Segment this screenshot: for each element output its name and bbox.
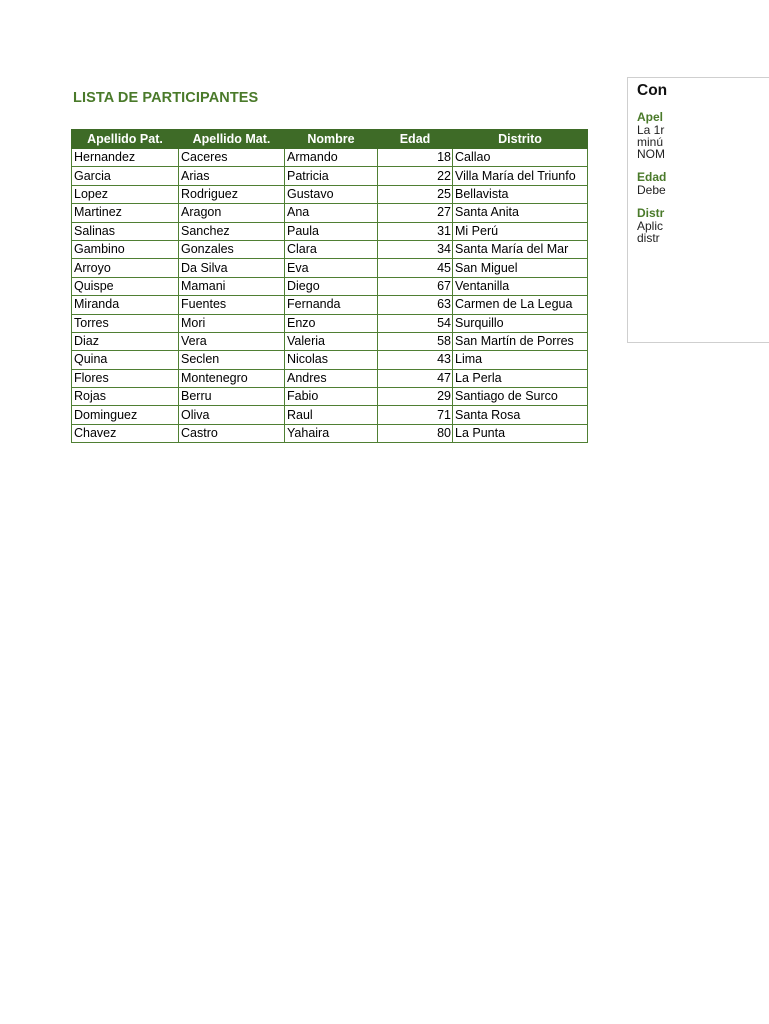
apellido-pat-cell[interactable]: Diaz <box>72 332 179 350</box>
table-row <box>72 388 588 406</box>
edad-cell[interactable]: 45 <box>378 259 453 277</box>
apellido-mat-cell[interactable]: Vera <box>179 332 285 350</box>
apellido-mat-cell[interactable]: Fuentes <box>179 296 285 314</box>
table-body <box>72 149 588 443</box>
table-row <box>72 406 588 424</box>
participants-table <box>71 129 588 443</box>
table-row <box>72 277 588 295</box>
apellido-pat-cell[interactable]: Gambino <box>72 240 179 258</box>
notes-section-label: Distr <box>637 206 665 220</box>
distrito-cell[interactable]: La Punta <box>453 424 588 442</box>
edad-cell[interactable]: 54 <box>378 314 453 332</box>
table-row <box>72 296 588 314</box>
edad-cell[interactable]: 29 <box>378 388 453 406</box>
distrito-cell[interactable]: Santa Anita <box>453 204 588 222</box>
distrito-cell[interactable]: Bellavista <box>453 185 588 203</box>
table-row <box>72 167 588 185</box>
apellido-mat-cell[interactable]: Sanchez <box>179 222 285 240</box>
table-row <box>72 204 588 222</box>
table-row <box>72 351 588 369</box>
apellido-pat-cell[interactable]: Salinas <box>72 222 179 240</box>
nombre-cell[interactable]: Enzo <box>285 314 378 332</box>
nombre-cell[interactable]: Fabio <box>285 388 378 406</box>
nombre-cell[interactable]: Clara <box>285 240 378 258</box>
distrito-cell[interactable]: La Perla <box>453 369 588 387</box>
table-row <box>72 259 588 277</box>
edad-cell[interactable]: 43 <box>378 351 453 369</box>
notes-section-line: distr <box>637 231 660 245</box>
apellido-mat-cell[interactable]: Rodriguez <box>179 185 285 203</box>
apellido-mat-cell[interactable]: Da Silva <box>179 259 285 277</box>
notes-section-line: minú <box>637 135 664 149</box>
notes-section-line: NOM <box>637 147 665 161</box>
apellido-pat-cell[interactable]: Quispe <box>72 277 179 295</box>
column-header-distrito[interactable]: Distrito <box>453 130 588 149</box>
table-row <box>72 332 588 350</box>
notes-section-line: Debe <box>637 183 666 197</box>
nombre-cell[interactable]: Raul <box>285 406 378 424</box>
apellido-pat-cell[interactable]: Torres <box>72 314 179 332</box>
distrito-cell[interactable]: Santa Rosa <box>453 406 588 424</box>
nombre-cell[interactable]: Ana <box>285 204 378 222</box>
apellido-pat-cell[interactable]: Garcia <box>72 167 179 185</box>
nombre-cell[interactable]: Armando <box>285 149 378 167</box>
nombre-cell[interactable]: Paula <box>285 222 378 240</box>
edad-cell[interactable]: 80 <box>378 424 453 442</box>
nombre-cell[interactable]: Fernanda <box>285 296 378 314</box>
table-row <box>72 369 588 387</box>
column-header-nombre[interactable]: Nombre <box>285 130 378 149</box>
column-header-edad[interactable]: Edad <box>378 130 453 149</box>
apellido-mat-cell[interactable]: Montenegro <box>179 369 285 387</box>
edad-cell[interactable]: 25 <box>378 185 453 203</box>
column-header-apellido-pat[interactable]: Apellido Pat. <box>72 130 179 149</box>
notes-section-line: Aplic <box>637 219 664 233</box>
edad-cell[interactable]: 71 <box>378 406 453 424</box>
apellido-mat-cell[interactable]: Aragon <box>179 204 285 222</box>
notes-heading: Con <box>637 82 668 99</box>
distrito-cell[interactable]: Carmen de La Legua <box>453 296 588 314</box>
apellido-pat-cell[interactable]: Dominguez <box>72 406 179 424</box>
notes-panel <box>627 77 769 343</box>
apellido-pat-cell[interactable]: Arroyo <box>72 259 179 277</box>
apellido-mat-cell[interactable]: Arias <box>179 167 285 185</box>
table-row <box>72 314 588 332</box>
table-header-row <box>72 130 588 149</box>
nombre-cell[interactable]: Eva <box>285 259 378 277</box>
edad-cell[interactable]: 27 <box>378 204 453 222</box>
nombre-cell[interactable]: Yahaira <box>285 424 378 442</box>
notes-section-line: La 1r <box>637 123 665 137</box>
edad-cell[interactable]: 18 <box>378 149 453 167</box>
table-row <box>72 185 588 203</box>
nombre-cell[interactable]: Patricia <box>285 167 378 185</box>
table-row <box>72 424 588 442</box>
edad-cell[interactable]: 58 <box>378 332 453 350</box>
apellido-mat-cell[interactable]: Mori <box>179 314 285 332</box>
table-row <box>72 222 588 240</box>
distrito-cell[interactable]: Ventanilla <box>453 277 588 295</box>
distrito-cell[interactable]: Mi Perú <box>453 222 588 240</box>
apellido-mat-cell[interactable]: Mamani <box>179 277 285 295</box>
apellido-mat-cell[interactable]: Gonzales <box>179 240 285 258</box>
apellido-mat-cell[interactable]: Berru <box>179 388 285 406</box>
nombre-cell[interactable]: Gustavo <box>285 185 378 203</box>
edad-cell[interactable]: 47 <box>378 369 453 387</box>
apellido-pat-cell[interactable]: Chavez <box>72 424 179 442</box>
apellido-pat-cell[interactable]: Rojas <box>72 388 179 406</box>
table-row <box>72 240 588 258</box>
apellido-pat-cell[interactable]: Quina <box>72 351 179 369</box>
apellido-mat-cell[interactable]: Oliva <box>179 406 285 424</box>
nombre-cell[interactable]: Andres <box>285 369 378 387</box>
distrito-cell[interactable]: Callao <box>453 149 588 167</box>
apellido-pat-cell[interactable]: Martinez <box>72 204 179 222</box>
notes-section-label: Apel <box>637 110 664 124</box>
edad-cell[interactable]: 31 <box>378 222 453 240</box>
edad-cell[interactable]: 63 <box>378 296 453 314</box>
table-row <box>72 149 588 167</box>
apellido-pat-cell[interactable]: Miranda <box>72 296 179 314</box>
apellido-mat-cell[interactable]: Caceres <box>179 149 285 167</box>
distrito-cell[interactable]: Santa María del Mar <box>453 240 588 258</box>
edad-cell[interactable]: 67 <box>378 277 453 295</box>
apellido-mat-cell[interactable]: Castro <box>179 424 285 442</box>
notes-clip <box>628 78 668 342</box>
edad-cell[interactable]: 22 <box>378 167 453 185</box>
apellido-mat-cell[interactable]: Seclen <box>179 351 285 369</box>
nombre-cell[interactable]: Nicolas <box>285 351 378 369</box>
apellido-pat-cell[interactable]: Lopez <box>72 185 179 203</box>
page-title: LISTA DE PARTICIPANTES <box>73 90 259 106</box>
nombre-cell[interactable]: Valeria <box>285 332 378 350</box>
distrito-cell[interactable]: San Miguel <box>453 259 588 277</box>
distrito-cell[interactable]: Surquillo <box>453 314 588 332</box>
distrito-cell[interactable]: Santiago de Surco <box>453 388 588 406</box>
distrito-cell[interactable]: Lima <box>453 351 588 369</box>
apellido-pat-cell[interactable]: Hernandez <box>72 149 179 167</box>
distrito-cell[interactable]: San Martín de Porres <box>453 332 588 350</box>
notes-section-label: Edad <box>637 170 667 184</box>
distrito-cell[interactable]: Villa María del Triunfo <box>453 167 588 185</box>
edad-cell[interactable]: 34 <box>378 240 453 258</box>
notes-content <box>637 80 668 245</box>
nombre-cell[interactable]: Diego <box>285 277 378 295</box>
column-header-apellido-mat[interactable]: Apellido Mat. <box>179 130 285 149</box>
apellido-pat-cell[interactable]: Flores <box>72 369 179 387</box>
